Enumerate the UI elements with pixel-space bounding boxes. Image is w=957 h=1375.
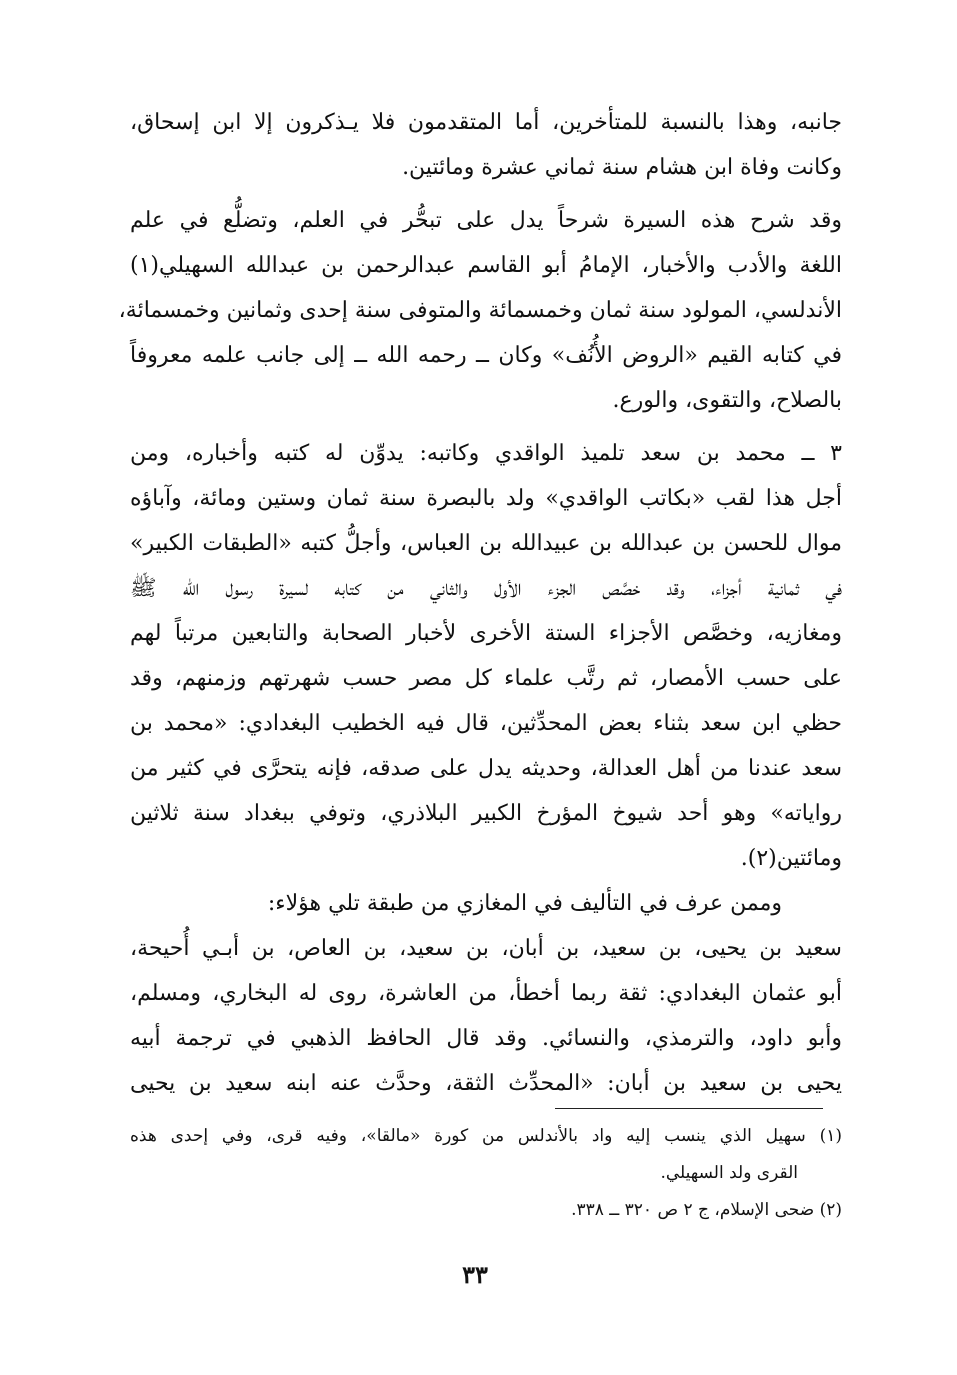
- footnotes: [130, 1118, 842, 1229]
- text-line: سعد عندنا من أهل العدالة، وحديثه يدل على صدقه، فإنه يتحرَّى في كثير من: [130, 756, 842, 781]
- text-line: الأندلسي، المولود سنة ثمان وخمسمائة والمتوفى سنة إحدى وثمانين وخمسمائة،: [118, 298, 842, 323]
- main-text: [118, 100, 842, 1106]
- text-line: وممن عرف في التأليف في المغازي من طبقة تلي هؤلاء:: [267, 891, 782, 916]
- text-line: جانبه، وهذا بالنسبة للمتأخرين، أما المتقدمون فلا يـذكرون إلا ابن إسحاق،: [130, 110, 842, 135]
- text-line: في كتابه القيم «الروض الأُنُف» وكان ــ رحمه الله ــ إلى جانب علمه معروفاً: [130, 343, 842, 368]
- footnote-line: (١) سهيل الذي ينسب إليه واد بالأندلس من كورة «مالقا»، وفيه قرى، وفي إحدى هذه: [130, 1126, 842, 1146]
- text-line: في ثمانية أجزاء، وقد خصَّص الجزء الأول والثاني من كتابه لسيرة رسول الله ﷺ: [130, 576, 842, 601]
- text-line: ٣ ــ محمد بن سعد تلميذ الواقدي وكاتبه: يدوِّن له كتبه وأخباره، ومن: [130, 441, 842, 466]
- text-line: على حسب الأمصار، ثم رتَّب علماء كل مصر حسب شهرتهم وزمنهم، وقد: [130, 666, 842, 691]
- footnote-line: القرى ولد السهيلي.: [660, 1163, 798, 1183]
- text-line: أبو عثمان البغدادي: ثقة ربما أخطأ، من العاشرة، روى له البخاري، ومسلم،: [130, 981, 842, 1006]
- text-line: رواياته» وهو أحد شيوخ المؤرخ الكبير البلاذري، وتوفي ببغداد سنة ثلاثين: [130, 801, 842, 826]
- text-line: يحيى بن سعيد بن أبان: «المحدِّث الثقة، وحدَّث عنه ابنه سعيد بن يحيى: [130, 1071, 842, 1096]
- text-line: أجل هذا لقب «بكاتب الواقدي» ولد بالبصرة سنة ثمان وستين ومائة، وآباؤه: [130, 486, 842, 511]
- text-line: ومائتين(٢).: [740, 846, 842, 871]
- text-line: ومغازيه، وخصَّص الأجزاء الستة الأخرى لأخبار الصحابة والتابعين مرتباً لهم: [130, 621, 842, 646]
- text-line: اللغة والأدب والأخبار، الإمامُ أبو القاسم عبدالرحمن بن عبدالله السهيلي(١): [130, 253, 842, 278]
- text-line: وقد شرح هذه السيرة شرحاً يدل على تبحُّر في العلم، وتضلُّع في علم: [130, 208, 842, 233]
- text-line: موال للحسن بن عبدالله بن عبيدالله بن العباس، وأجلُّ كتبه «الطبقات الكبير»: [130, 531, 842, 556]
- text-line: وكانت وفاة ابن هشام سنة ثماني عشرة ومائتين.: [402, 155, 842, 180]
- page-number: ٣٣: [462, 1260, 488, 1289]
- text-line: وأبو داود، والترمذي، والنسائي. وقد قال الحافظ الذهبي في ترجمة أبيه: [130, 1026, 842, 1051]
- footnote-line: (٢) ضحى الإسلام، ج ٢ ص ٣٢٠ ــ ٣٣٨.: [571, 1200, 842, 1220]
- footnote-divider: [555, 1108, 823, 1109]
- text-line: سعيد بن يحيى، بن سعيد، بن أبان، بن سعيد، بن العاص، بن أبـي أُحيحة،: [130, 936, 842, 961]
- text-line: حظي ابن سعد بثناء بعض المحدِّثين، قال فيه الخطيب البغدادي: «محمد بن: [130, 711, 842, 736]
- text-line: بالصلاح، والتقوى، والورع.: [612, 388, 842, 413]
